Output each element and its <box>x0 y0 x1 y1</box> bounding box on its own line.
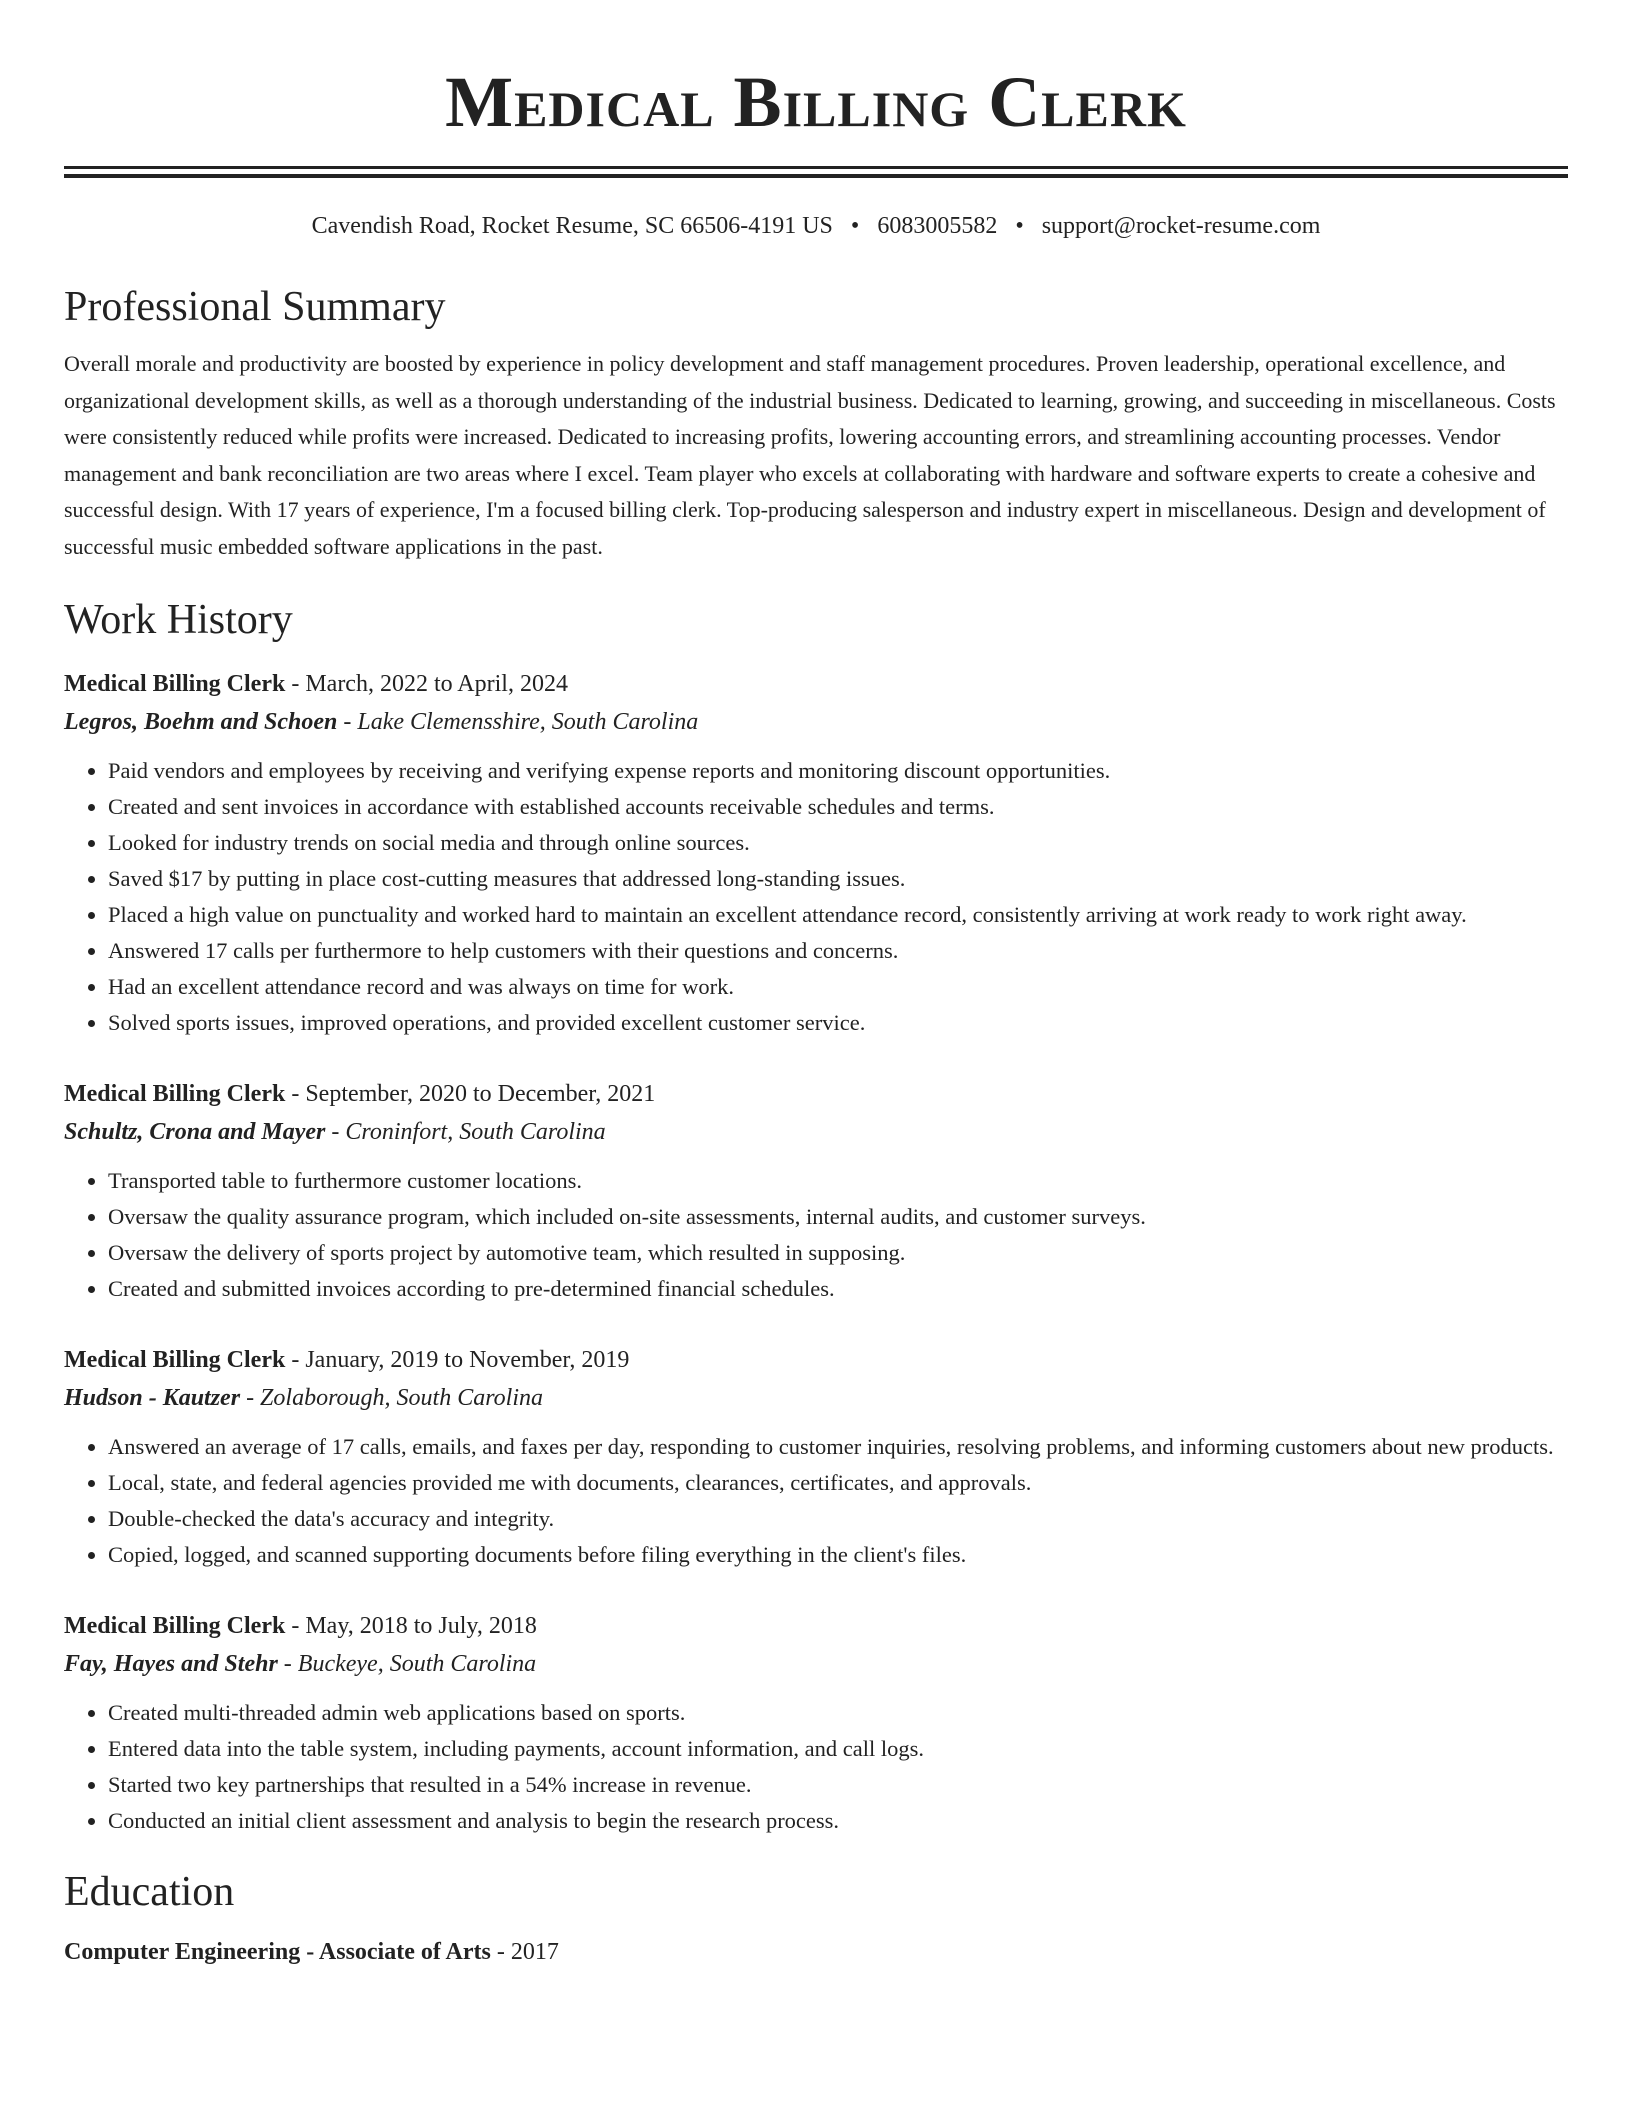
job-bullet: • Created and sent invoices in accordance with established accounts receivable schedules and terms. <box>108 789 1568 825</box>
job-dates: - January, 2019 to November, 2019 <box>285 1347 630 1373</box>
employer-location: - Croninfort, South Carolina <box>325 1119 606 1145</box>
job-title-line <box>64 1607 1568 1645</box>
employer-location: - Zolaborough, South Carolina <box>240 1385 543 1411</box>
summary-heading: Professional Summary <box>64 284 446 330</box>
job-role: Medical Billing Clerk <box>64 1347 286 1373</box>
job-bullet: • Had an excellent attendance record and was always on time for work. <box>108 969 1568 1005</box>
job-bullet: • Local, state, and federal agencies provided me with documents, clearances, certificates, and approvals. <box>108 1465 1568 1501</box>
education-entry <box>64 1933 1568 1971</box>
contact-email: support@rocket-resume.com <box>1041 213 1321 239</box>
job-bullets <box>64 753 1568 1041</box>
employer-line <box>64 703 1568 741</box>
job-bullet: • Double-checked the data's accuracy and integrity. <box>108 1501 1568 1537</box>
employer-location: - Lake Clemensshire, South Carolina <box>337 709 699 735</box>
work-history-heading: Work History <box>64 597 293 643</box>
job-title-line <box>64 1341 1568 1379</box>
job-dates: - March, 2022 to April, 2024 <box>285 671 568 697</box>
job-bullet: • Conducted an initial client assessment and analysis to begin the research process. <box>108 1803 1568 1839</box>
job-bullet: • Solved sports issues, improved operations, and provided excellent customer service. <box>108 1005 1568 1041</box>
job-dates: - May, 2018 to July, 2018 <box>285 1613 537 1639</box>
employer-name: Legros, Boehm and Schoen <box>64 709 338 735</box>
job-bullet: • Created and submitted invoices according to pre-determined financial schedules. <box>108 1271 1568 1307</box>
job-bullet: • Oversaw the delivery of sports project by automotive team, which resulted in supposing. <box>108 1235 1568 1271</box>
resume-name: Medical Billing Clerk <box>445 62 1187 142</box>
job-bullets <box>64 1163 1568 1307</box>
job-bullet: • Looked for industry trends on social media and through online sources. <box>108 825 1568 861</box>
job-bullet: • Saved $17 by putting in place cost-cutting measures that addressed long-standing issues. <box>108 861 1568 897</box>
contact-phone: 6083005582 <box>877 213 998 239</box>
contact-separator: • <box>1015 213 1024 239</box>
employer-line <box>64 1113 1568 1151</box>
job-bullet: • Started two key partnerships that resulted in a 54% increase in revenue. <box>108 1767 1568 1803</box>
job-title-line <box>64 1075 1568 1113</box>
job-bullets <box>64 1695 1568 1839</box>
job-dates: - September, 2020 to December, 2021 <box>285 1081 656 1107</box>
job-bullet: • Created multi-threaded admin web applications based on sports. <box>108 1695 1568 1731</box>
job-entry <box>64 665 1568 1041</box>
job-bullet: • Answered 17 calls per furthermore to help customers with their questions and concerns. <box>108 933 1568 969</box>
summary-text: Overall morale and productivity are boosted by experience in policy development and staff management procedures. Proven leadership, operational excellence, and organizational development skills, as well as a thorough understanding of the industrial business. Dedicated to learning, growing, and succeeding in miscellaneous. Costs were consistently reduced while profits were increased. Dedicated to increasing profits, lowering accounting errors, and streamlining accounting processes. Vendor management and bank reconciliation are two areas where I excel. Team player who excels at collaborating with hardware and software experts to create a cohesive and successful design. With 17 years of experience, I'm a focused billing clerk. Top-producing salesperson and industry expert in miscellaneous. Design and development of successful music embedded software applications in the past. <box>64 351 1556 559</box>
job-role: Medical Billing Clerk <box>64 671 286 697</box>
job-bullet: • Copied, logged, and scanned supporting documents before filing everything in the client's files. <box>108 1537 1568 1573</box>
job-bullet: • Entered data into the table system, including payments, account information, and call logs. <box>108 1731 1568 1767</box>
employer-location: - Buckeye, South Carolina <box>277 1651 537 1677</box>
contact-address: Cavendish Road, Rocket Resume, SC 66506-4191 US <box>311 213 833 239</box>
employer-line <box>64 1379 1568 1417</box>
job-bullet: • Answered an average of 17 calls, emails, and faxes per day, responding to customer inquiries, resolving problems, and informing customers about new products. <box>108 1429 1568 1465</box>
job-entry <box>64 1075 1568 1307</box>
employer-line <box>64 1645 1568 1683</box>
job-bullet: • Placed a high value on punctuality and worked hard to maintain an excellent attendance record, consistently arriving at work ready to work right away. <box>108 897 1568 933</box>
job-bullet: • Oversaw the quality assurance program, which included on-site assessments, internal audits, and customer surveys. <box>108 1199 1568 1235</box>
education-degree: Computer Engineering - Associate of Arts <box>64 1939 491 1965</box>
job-title-line <box>64 665 1568 703</box>
job-bullet: • Transported table to furthermore customer locations. <box>108 1163 1568 1199</box>
job-role: Medical Billing Clerk <box>64 1613 286 1639</box>
education-year: - 2017 <box>490 1939 559 1965</box>
job-role: Medical Billing Clerk <box>64 1081 286 1107</box>
contact-line <box>64 210 1568 242</box>
job-bullet: • Paid vendors and employees by receiving and verifying expense reports and monitoring discount opportunities. <box>108 753 1568 789</box>
job-bullets <box>64 1429 1568 1573</box>
employer-name: Hudson - Kautzer <box>64 1385 241 1411</box>
job-entry <box>64 1341 1568 1573</box>
education-heading: Education <box>64 1869 235 1915</box>
job-entry <box>64 1607 1568 1839</box>
header-double-rule <box>64 166 1568 178</box>
employer-name: Fay, Hayes and Stehr <box>64 1651 278 1677</box>
employer-name: Schultz, Crona and Mayer <box>64 1119 326 1145</box>
contact-separator: • <box>850 213 860 239</box>
